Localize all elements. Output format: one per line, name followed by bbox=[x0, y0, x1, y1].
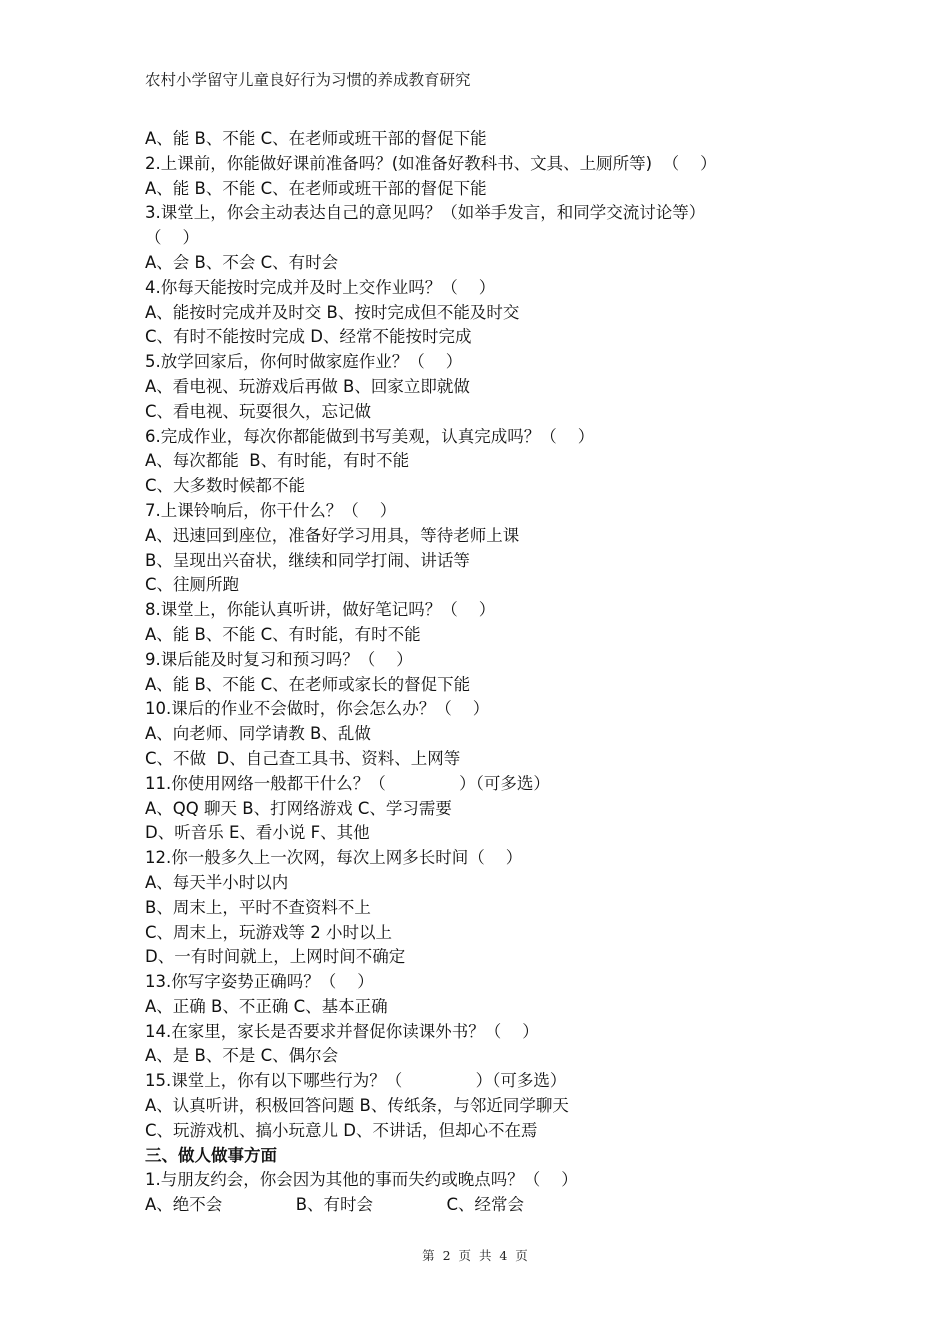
text-line: A、每次都能 B、有时能，有时不能 bbox=[145, 451, 410, 471]
page-number-footer: 第 2 页 共 4 页 bbox=[422, 1248, 528, 1263]
text-line: C、不做 D、自己查工具书、资料、上网等 bbox=[145, 748, 461, 768]
document-body bbox=[145, 127, 825, 1218]
text-line: C、往厕所跑 bbox=[145, 575, 240, 595]
text-line: A、能 B、不能 C、有时能，有时不能 bbox=[145, 624, 421, 644]
text-line: A、认真听讲，积极回答问题 B、传纸条，与邻近同学聊天 bbox=[145, 1096, 569, 1116]
text-line: A、绝不会 B、有时会 C、经常会 bbox=[145, 1195, 524, 1215]
text-line: C、看电视、玩耍很久，忘记做 bbox=[145, 401, 372, 421]
text-line: 12.你一般多久上一次网，每次上网多长时间（ ） bbox=[145, 848, 523, 868]
text-line: A、是 B、不是 C、偶尔会 bbox=[145, 1046, 339, 1066]
text-line: 1.与朋友约会，你会因为其他的事而失约或晚点吗？（ ） bbox=[145, 1170, 578, 1190]
text-line: 3.课堂上，你会主动表达自己的意见吗？（如举手发言，和同学交流讨论等） bbox=[145, 203, 706, 223]
text-line: A、能 B、不能 C、在老师或班干部的督促下能 bbox=[145, 178, 487, 198]
text-line: 4.你每天能按时完成并及时上交作业吗？（ ） bbox=[145, 277, 496, 297]
text-line: （ ） bbox=[145, 228, 199, 248]
text-line: A、每天半小时以内 bbox=[145, 872, 289, 892]
text-line: 8.课堂上，你能认真听讲，做好笔记吗？（ ） bbox=[145, 600, 496, 620]
text-line: C、大多数时候都不能 bbox=[145, 476, 306, 496]
text-line: A、迅速回到座位，准备好学习用具，等待老师上课 bbox=[145, 525, 520, 545]
text-line: D、一有时间就上，上网时间不确定 bbox=[145, 947, 406, 967]
text-line: 9.课后能及时复习和预习吗？（ ） bbox=[145, 649, 413, 669]
text-line: 14.在家里，家长是否要求并督促你读课外书？（ ） bbox=[145, 1021, 539, 1041]
text-line: 2.上课前，你能做好课前准备吗？(如准备好教科书、文具、上厕所等) （ ） bbox=[145, 153, 717, 173]
text-line: 15.课堂上，你有以下哪些行为？（ ）（可多选） bbox=[145, 1071, 567, 1091]
text-line: B、呈现出兴奋状，继续和同学打闹、讲话等 bbox=[145, 550, 470, 570]
text-line: A、看电视、玩游戏后再做 B、回家立即就做 bbox=[145, 376, 470, 396]
text-line: 5.放学回家后，你何时做家庭作业？（ ） bbox=[145, 352, 463, 372]
text-line: A、向老师、同学请教 B、乱做 bbox=[145, 724, 371, 744]
running-header: 农村小学留守儿童良好行为习惯的养成教育研究 bbox=[145, 71, 471, 89]
section-heading: 三、做人做事方面 bbox=[145, 1145, 277, 1165]
text-line: A、能 B、不能 C、在老师或家长的督促下能 bbox=[145, 674, 471, 694]
text-line: 6.完成作业，每次你都能做到书写美观，认真完成吗？（ ） bbox=[145, 426, 595, 446]
text-line: 11.你使用网络一般都干什么？（ ）（可多选） bbox=[145, 773, 550, 793]
text-line: A、能按时完成并及时交 B、按时完成但不能及时交 bbox=[145, 302, 520, 322]
text-line: C、有时不能按时完成 D、经常不能按时完成 bbox=[145, 327, 472, 347]
text-line: A、正确 B、不正确 C、基本正确 bbox=[145, 996, 388, 1016]
text-line: C、玩游戏机、搞小玩意儿 D、不讲话，但却心不在焉 bbox=[145, 1120, 538, 1140]
text-line: C、周末上，玩游戏等 2 小时以上 bbox=[145, 922, 393, 942]
text-line: A、能 B、不能 C、在老师或班干部的督促下能 bbox=[145, 129, 487, 148]
text-line: 7.上课铃响后，你干什么？（ ） bbox=[145, 500, 397, 520]
text-line: A、QQ 聊天 B、打网络游戏 C、学习需要 bbox=[145, 798, 452, 818]
text-line: D、听音乐 E、看小说 F、其他 bbox=[145, 823, 370, 843]
text-line: A、会 B、不会 C、有时会 bbox=[145, 252, 339, 272]
text-line: 10.课后的作业不会做时，你会怎么办？（ ） bbox=[145, 699, 490, 719]
text-line: 13.你写字姿势正确吗？（ ） bbox=[145, 972, 374, 992]
text-line: B、周末上，平时不查资料不上 bbox=[145, 897, 371, 917]
